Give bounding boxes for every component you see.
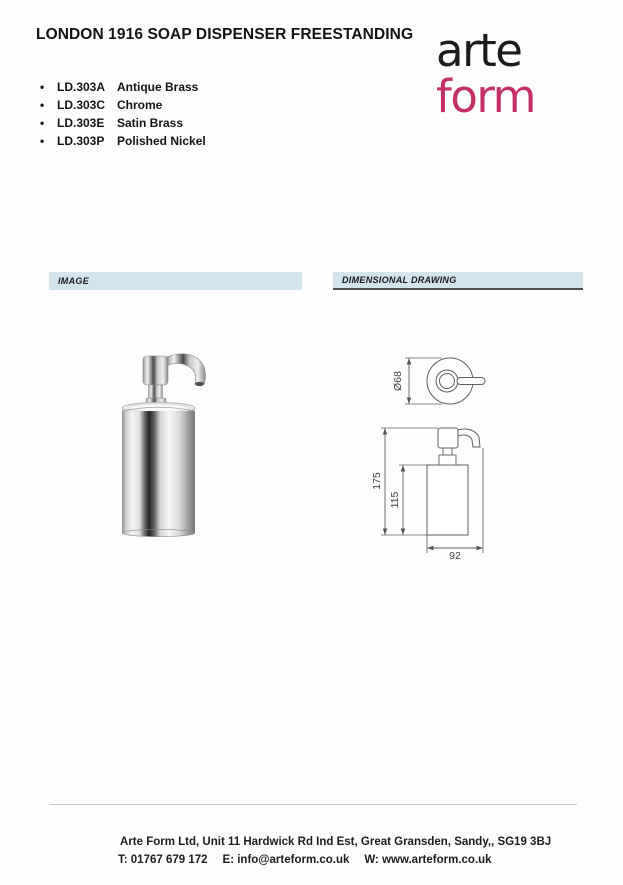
product-code: LD.303E [57, 116, 105, 130]
logo-text-form: form [436, 70, 535, 123]
arteform-logo [436, 24, 535, 123]
image-section-label: IMAGE [58, 276, 90, 286]
soap-dispenser-image [110, 343, 220, 545]
product-finish: Chrome [117, 98, 163, 112]
footer-phone: T: 01767 679 172 [118, 854, 208, 866]
product-finish: Polished Nickel [117, 134, 206, 148]
dimensional-drawing-section-label: DIMENSIONAL DRAWING [342, 275, 457, 285]
product-photo [110, 343, 220, 545]
product-code: LD.303C [57, 98, 106, 112]
product-finish: Antique Brass [117, 80, 199, 94]
dimensional-drawing [368, 348, 503, 563]
dimension-diameter-label: Ø68 [391, 371, 404, 391]
product-code: LD.303A [57, 80, 106, 94]
dimensional-drawing-svg [368, 348, 503, 563]
footer-contacts [118, 854, 492, 866]
product-finish: Satin Brass [117, 116, 184, 130]
logo-text-arte: arte [436, 24, 522, 77]
product-variant-row [40, 134, 206, 152]
dimensional-drawing-section-header [333, 272, 583, 290]
dimension-width-label: 92 [449, 549, 461, 562]
product-variant-row [40, 80, 206, 98]
page-title: LONDON 1916 SOAP DISPENSER FREESTANDING [36, 26, 414, 43]
product-code: LD.303P [57, 134, 105, 148]
product-variant-row [40, 98, 206, 116]
dimension-body-height-label: 115 [388, 491, 401, 509]
product-variant-list [40, 80, 206, 152]
bullet-icon: • [40, 134, 45, 148]
footer-address: Arte Form Ltd, Unit 11 Hardwick Rd Ind Est, Great Gransden, Sandy,, SG19 3BJ [120, 836, 552, 848]
footer-email: E: info@arteform.co.uk [222, 854, 350, 866]
bullet-icon: • [40, 98, 45, 112]
footer-divider [50, 804, 577, 805]
bullet-icon: • [40, 116, 45, 130]
image-section-header [49, 272, 302, 290]
dimension-total-height-label: 175 [370, 472, 383, 490]
product-variant-row [40, 116, 206, 134]
bullet-icon: • [40, 80, 45, 94]
footer-web: W: www.arteform.co.uk [364, 854, 492, 866]
